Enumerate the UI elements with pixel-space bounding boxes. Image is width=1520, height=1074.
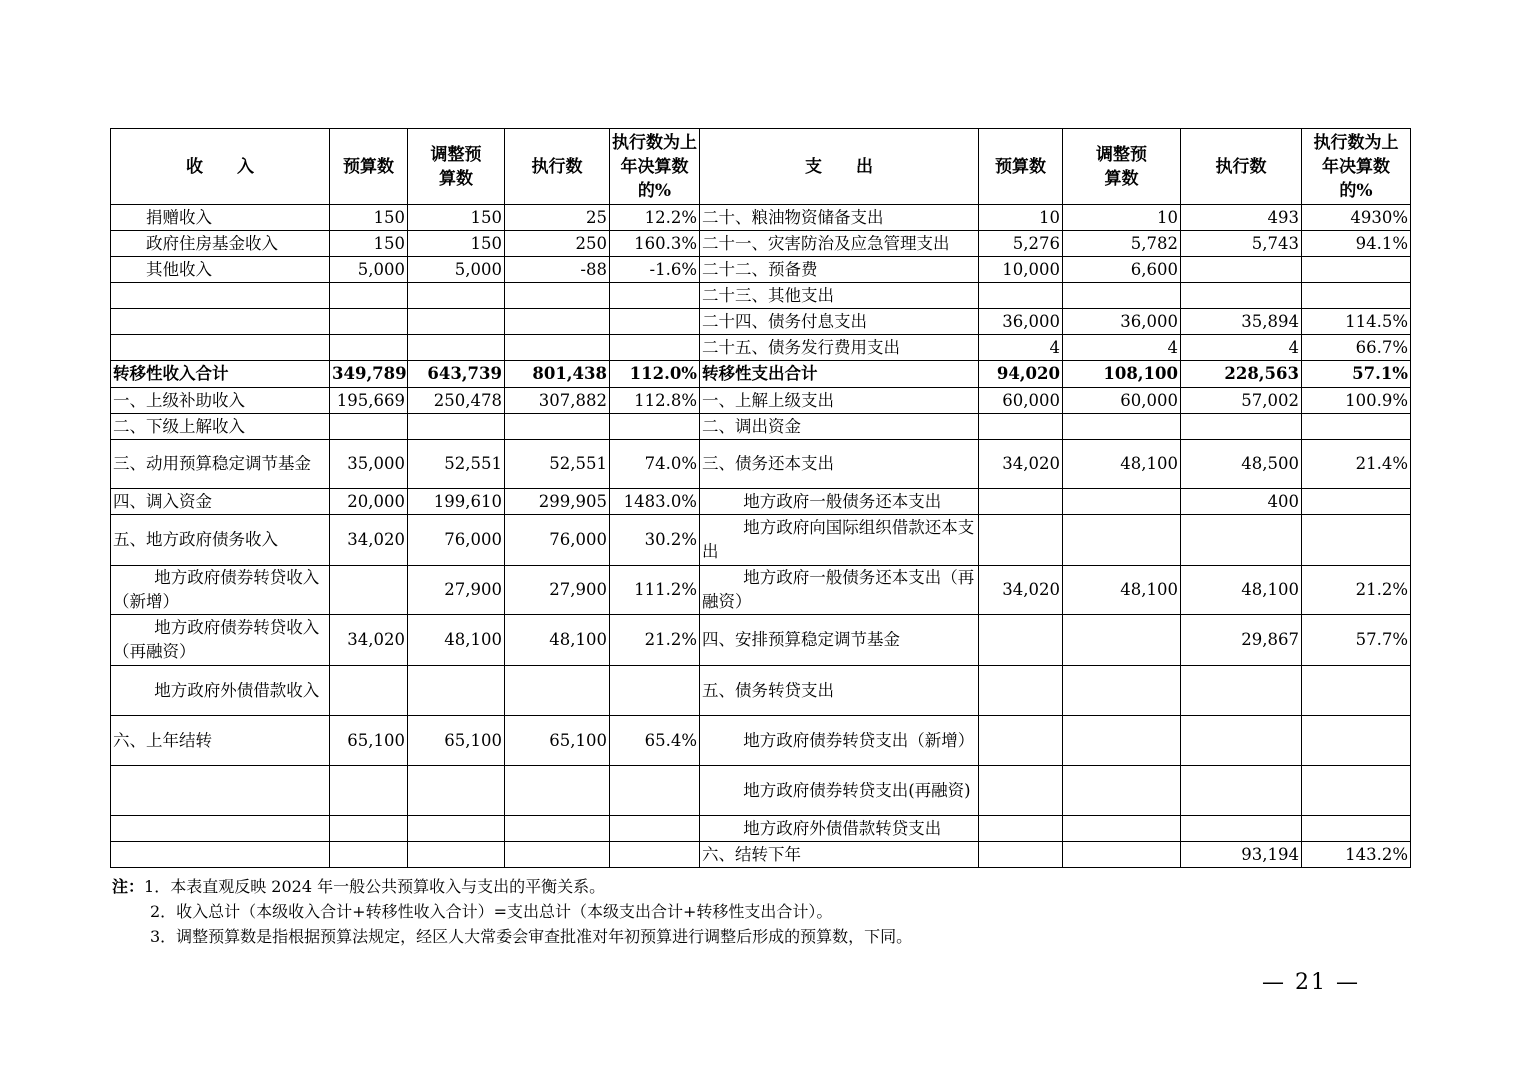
income-item-cell <box>111 842 330 868</box>
expense-adjusted-cell: 5,782 <box>1063 231 1181 257</box>
income-item-cell: 三、动用预算稳定调节基金 <box>111 440 330 489</box>
income-ratio-cell: 1483.0% <box>610 489 700 515</box>
expense-budget-cell: 34,020 <box>979 566 1063 615</box>
income-budget-cell: 349,789 <box>330 361 408 388</box>
income-item-cell: 其他收入 <box>111 257 330 283</box>
income-adjusted-cell: 27,900 <box>408 566 505 615</box>
income-ratio-cell <box>610 283 700 309</box>
income-budget-cell <box>330 766 408 816</box>
expense-budget-cell: 10 <box>979 205 1063 231</box>
table-row <box>111 440 1411 489</box>
income-ratio-cell: 112.8% <box>610 388 700 414</box>
expense-item-cell: 地方政府债券转贷支出（新增） <box>700 716 979 766</box>
expense-adjusted-cell: 4 <box>1063 335 1181 361</box>
table-row <box>111 257 1411 283</box>
expense-ratio-cell <box>1302 489 1411 515</box>
expense-budget-cell <box>979 615 1063 666</box>
expense-executed-cell: 93,194 <box>1181 842 1302 868</box>
income-adjusted-cell: 199,610 <box>408 489 505 515</box>
income-adjusted-cell: 150 <box>408 205 505 231</box>
expense-adjusted-cell <box>1063 414 1181 440</box>
income-item-cell: 一、上级补助收入 <box>111 388 330 414</box>
income-ratio-cell: 12.2% <box>610 205 700 231</box>
table-row <box>111 388 1411 414</box>
expense-executed-cell <box>1181 283 1302 309</box>
income-executed-cell: 801,438 <box>505 361 610 388</box>
income-ratio-cell <box>610 666 700 716</box>
expense-adjusted-cell <box>1063 615 1181 666</box>
income-adjusted-cell <box>408 309 505 335</box>
income-executed-cell <box>505 309 610 335</box>
expense-item-cell: 二十一、灾害防治及应急管理支出 <box>700 231 979 257</box>
expense-ratio-cell: 94.1% <box>1302 231 1411 257</box>
income-item-cell: 二、下级上解收入 <box>111 414 330 440</box>
table-row <box>111 361 1411 388</box>
income-adjusted-cell <box>408 414 505 440</box>
header-executed-in: 执行数 <box>505 129 610 205</box>
expense-executed-cell: 35,894 <box>1181 309 1302 335</box>
expense-ratio-cell: 114.5% <box>1302 309 1411 335</box>
table-row <box>111 414 1411 440</box>
expense-budget-cell <box>979 816 1063 842</box>
income-item-cell: 六、上年结转 <box>111 716 330 766</box>
budget-balance-table <box>110 128 1411 868</box>
expense-ratio-cell: 143.2% <box>1302 842 1411 868</box>
income-adjusted-cell <box>408 283 505 309</box>
income-executed-cell <box>505 766 610 816</box>
expense-executed-cell: 400 <box>1181 489 1302 515</box>
header-ratio-in: 执行数为上年决算数的% <box>610 129 700 205</box>
expense-item-cell: 地方政府向国际组织借款还本支出 <box>700 515 979 566</box>
expense-ratio-cell <box>1302 257 1411 283</box>
expense-budget-cell: 94,020 <box>979 361 1063 388</box>
income-ratio-cell: 30.2% <box>610 515 700 566</box>
income-executed-cell: 76,000 <box>505 515 610 566</box>
expense-executed-cell: 57,002 <box>1181 388 1302 414</box>
income-budget-cell <box>330 335 408 361</box>
expense-ratio-cell: 4930% <box>1302 205 1411 231</box>
expense-item-cell: 四、安排预算稳定调节基金 <box>700 615 979 666</box>
expense-adjusted-cell <box>1063 283 1181 309</box>
expense-item-cell: 五、债务转贷支出 <box>700 666 979 716</box>
expense-item-cell: 转移性支出合计 <box>700 361 979 388</box>
header-budget-out: 预算数 <box>979 129 1063 205</box>
income-budget-cell: 20,000 <box>330 489 408 515</box>
table-row <box>111 842 1411 868</box>
expense-item-cell: 二十四、债务付息支出 <box>700 309 979 335</box>
expense-adjusted-cell <box>1063 716 1181 766</box>
income-executed-cell <box>505 335 610 361</box>
table-notes <box>112 874 912 949</box>
expense-executed-cell: 4 <box>1181 335 1302 361</box>
expense-budget-cell <box>979 766 1063 816</box>
expense-budget-cell <box>979 515 1063 566</box>
income-item-cell <box>111 335 330 361</box>
expense-executed-cell <box>1181 766 1302 816</box>
expense-executed-cell: 48,500 <box>1181 440 1302 489</box>
income-item-cell: 地方政府债券转贷收入（再融资） <box>111 615 330 666</box>
header-executed-out: 执行数 <box>1181 129 1302 205</box>
table-row <box>111 309 1411 335</box>
income-adjusted-cell <box>408 666 505 716</box>
table-row <box>111 489 1411 515</box>
income-executed-cell: 52,551 <box>505 440 610 489</box>
expense-item-cell: 二十五、债务发行费用支出 <box>700 335 979 361</box>
income-ratio-cell <box>610 309 700 335</box>
expense-executed-cell <box>1181 666 1302 716</box>
note-3: 3．调整预算数是指根据预算法规定，经区人大常委会审查批准对年初预算进行调整后形成的预算数，下同。 <box>150 927 913 946</box>
expense-adjusted-cell: 10 <box>1063 205 1181 231</box>
income-budget-cell <box>330 566 408 615</box>
income-ratio-cell <box>610 414 700 440</box>
table-row <box>111 566 1411 615</box>
header-ratio-out: 执行数为上年决算数的% <box>1302 129 1411 205</box>
expense-ratio-cell <box>1302 414 1411 440</box>
notes-label: 注： <box>112 877 145 896</box>
income-budget-cell <box>330 816 408 842</box>
income-adjusted-cell <box>408 816 505 842</box>
table-row <box>111 335 1411 361</box>
income-budget-cell: 5,000 <box>330 257 408 283</box>
income-ratio-cell: 21.2% <box>610 615 700 666</box>
income-budget-cell: 34,020 <box>330 615 408 666</box>
income-executed-cell: 250 <box>505 231 610 257</box>
expense-item-cell: 地方政府外债借款转贷支出 <box>700 816 979 842</box>
expense-budget-cell <box>979 283 1063 309</box>
expense-executed-cell: 228,563 <box>1181 361 1302 388</box>
income-executed-cell <box>505 816 610 842</box>
income-ratio-cell <box>610 842 700 868</box>
expense-executed-cell <box>1181 414 1302 440</box>
header-adjusted-in: 调整预算数 <box>408 129 505 205</box>
expense-budget-cell: 60,000 <box>979 388 1063 414</box>
expense-budget-cell <box>979 489 1063 515</box>
table-row <box>111 283 1411 309</box>
expense-ratio-cell: 100.9% <box>1302 388 1411 414</box>
expense-executed-cell <box>1181 257 1302 283</box>
income-adjusted-cell <box>408 842 505 868</box>
income-budget-cell: 150 <box>330 231 408 257</box>
expense-item-cell: 二十、粮油物资储备支出 <box>700 205 979 231</box>
income-executed-cell: 48,100 <box>505 615 610 666</box>
income-adjusted-cell: 5,000 <box>408 257 505 283</box>
income-adjusted-cell <box>408 766 505 816</box>
expense-adjusted-cell: 60,000 <box>1063 388 1181 414</box>
expense-ratio-cell: 57.7% <box>1302 615 1411 666</box>
header-income: 收 入 <box>111 129 330 205</box>
expense-ratio-cell <box>1302 666 1411 716</box>
expense-ratio-cell <box>1302 816 1411 842</box>
income-ratio-cell <box>610 766 700 816</box>
expense-adjusted-cell <box>1063 489 1181 515</box>
income-executed-cell: -88 <box>505 257 610 283</box>
table-row <box>111 231 1411 257</box>
expense-budget-cell <box>979 842 1063 868</box>
expense-budget-cell: 36,000 <box>979 309 1063 335</box>
expense-item-cell: 地方政府一般债务还本支出（再融资） <box>700 566 979 615</box>
expense-executed-cell: 29,867 <box>1181 615 1302 666</box>
expense-ratio-cell <box>1302 766 1411 816</box>
expense-adjusted-cell: 36,000 <box>1063 309 1181 335</box>
income-ratio-cell: 111.2% <box>610 566 700 615</box>
expense-item-cell: 一、上解上级支出 <box>700 388 979 414</box>
expense-executed-cell: 5,743 <box>1181 231 1302 257</box>
table-row <box>111 766 1411 816</box>
table-row <box>111 666 1411 716</box>
income-ratio-cell: 65.4% <box>610 716 700 766</box>
income-ratio-cell <box>610 335 700 361</box>
expense-item-cell: 地方政府债券转贷支出(再融资) <box>700 766 979 816</box>
expense-ratio-cell <box>1302 716 1411 766</box>
income-executed-cell <box>505 283 610 309</box>
expense-ratio-cell: 66.7% <box>1302 335 1411 361</box>
expense-adjusted-cell: 48,100 <box>1063 440 1181 489</box>
income-ratio-cell: -1.6% <box>610 257 700 283</box>
expense-item-cell: 二十三、其他支出 <box>700 283 979 309</box>
expense-adjusted-cell: 6,600 <box>1063 257 1181 283</box>
note-1: 1．本表直观反映 2024 年一般公共预算收入与支出的平衡关系。 <box>144 877 606 896</box>
income-adjusted-cell: 65,100 <box>408 716 505 766</box>
table-row <box>111 716 1411 766</box>
income-executed-cell: 27,900 <box>505 566 610 615</box>
table-row <box>111 816 1411 842</box>
expense-item-cell: 二十二、预备费 <box>700 257 979 283</box>
income-budget-cell <box>330 666 408 716</box>
expense-ratio-cell <box>1302 283 1411 309</box>
income-ratio-cell <box>610 816 700 842</box>
income-item-cell <box>111 283 330 309</box>
expense-adjusted-cell: 108,100 <box>1063 361 1181 388</box>
income-adjusted-cell <box>408 335 505 361</box>
expense-executed-cell <box>1181 816 1302 842</box>
expense-budget-cell: 4 <box>979 335 1063 361</box>
income-ratio-cell: 160.3% <box>610 231 700 257</box>
income-executed-cell: 307,882 <box>505 388 610 414</box>
expense-ratio-cell: 57.1% <box>1302 361 1411 388</box>
header-row <box>111 129 1411 205</box>
income-adjusted-cell: 250,478 <box>408 388 505 414</box>
expense-budget-cell <box>979 414 1063 440</box>
header-budget-in: 预算数 <box>330 129 408 205</box>
expense-ratio-cell: 21.2% <box>1302 566 1411 615</box>
expense-item-cell: 六、结转下年 <box>700 842 979 868</box>
expense-executed-cell: 48,100 <box>1181 566 1302 615</box>
table-row <box>111 205 1411 231</box>
expense-ratio-cell: 21.4% <box>1302 440 1411 489</box>
income-adjusted-cell: 150 <box>408 231 505 257</box>
income-executed-cell <box>505 842 610 868</box>
income-item-cell: 四、调入资金 <box>111 489 330 515</box>
expense-adjusted-cell: 48,100 <box>1063 566 1181 615</box>
expense-executed-cell <box>1181 716 1302 766</box>
income-budget-cell: 34,020 <box>330 515 408 566</box>
expense-ratio-cell <box>1302 515 1411 566</box>
income-item-cell: 政府住房基金收入 <box>111 231 330 257</box>
income-item-cell: 地方政府债券转贷收入（新增） <box>111 566 330 615</box>
expense-budget-cell: 5,276 <box>979 231 1063 257</box>
header-expense: 支 出 <box>700 129 979 205</box>
income-item-cell <box>111 309 330 335</box>
income-item-cell: 五、地方政府债务收入 <box>111 515 330 566</box>
expense-item-cell: 二、调出资金 <box>700 414 979 440</box>
income-budget-cell: 150 <box>330 205 408 231</box>
expense-adjusted-cell <box>1063 766 1181 816</box>
income-budget-cell: 65,100 <box>330 716 408 766</box>
table-row <box>111 515 1411 566</box>
income-executed-cell <box>505 666 610 716</box>
header-adjusted-out: 调整预算数 <box>1063 129 1181 205</box>
income-ratio-cell: 74.0% <box>610 440 700 489</box>
income-item-cell <box>111 766 330 816</box>
expense-adjusted-cell <box>1063 515 1181 566</box>
expense-budget-cell <box>979 666 1063 716</box>
expense-adjusted-cell <box>1063 666 1181 716</box>
expense-executed-cell: 493 <box>1181 205 1302 231</box>
income-item-cell: 地方政府外债借款收入 <box>111 666 330 716</box>
income-item-cell <box>111 816 330 842</box>
expense-adjusted-cell <box>1063 842 1181 868</box>
expense-item-cell: 地方政府一般债务还本支出 <box>700 489 979 515</box>
income-adjusted-cell: 76,000 <box>408 515 505 566</box>
income-executed-cell: 25 <box>505 205 610 231</box>
income-item-cell: 捐赠收入 <box>111 205 330 231</box>
table-row <box>111 615 1411 666</box>
income-ratio-cell: 112.0% <box>610 361 700 388</box>
income-budget-cell <box>330 842 408 868</box>
expense-item-cell: 三、债务还本支出 <box>700 440 979 489</box>
income-executed-cell <box>505 414 610 440</box>
income-adjusted-cell: 48,100 <box>408 615 505 666</box>
income-adjusted-cell: 52,551 <box>408 440 505 489</box>
income-budget-cell <box>330 414 408 440</box>
expense-executed-cell <box>1181 515 1302 566</box>
income-budget-cell <box>330 309 408 335</box>
income-item-cell: 转移性收入合计 <box>111 361 330 388</box>
expense-budget-cell: 34,020 <box>979 440 1063 489</box>
income-executed-cell: 65,100 <box>505 716 610 766</box>
income-executed-cell: 299,905 <box>505 489 610 515</box>
expense-budget-cell <box>979 716 1063 766</box>
income-budget-cell: 35,000 <box>330 440 408 489</box>
expense-budget-cell: 10,000 <box>979 257 1063 283</box>
expense-adjusted-cell <box>1063 816 1181 842</box>
note-2: 2．收入总计（本级收入合计+转移性收入合计）=支出总计（本级支出合计+转移性支出合计）。 <box>150 902 833 921</box>
income-budget-cell: 195,669 <box>330 388 408 414</box>
income-adjusted-cell: 643,739 <box>408 361 505 388</box>
income-budget-cell <box>330 283 408 309</box>
page-number: — 21 — <box>1262 970 1360 995</box>
